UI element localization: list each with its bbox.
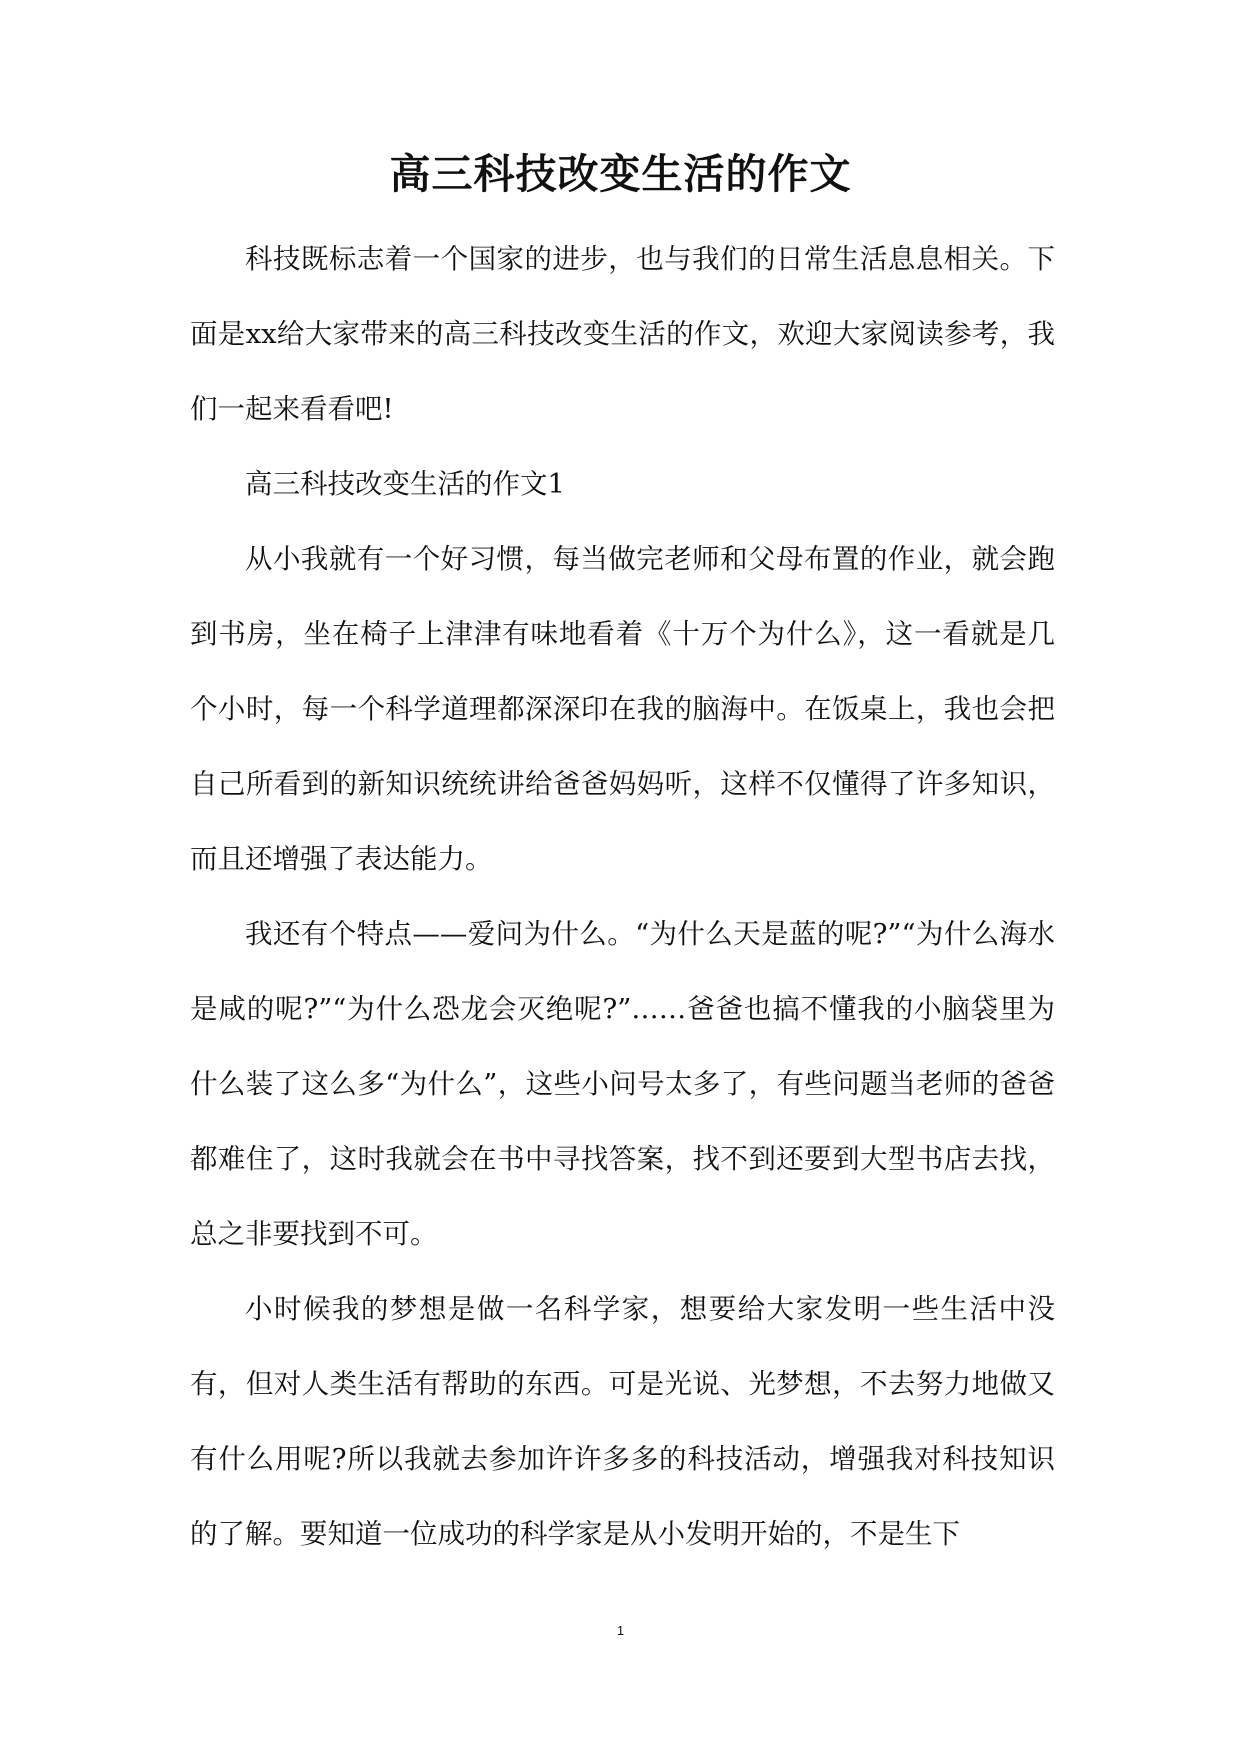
body-paragraph-3: 小时候我的梦想是做一名科学家，想要给大家发明一些生活中没有，但对人类生活有帮助的东西。可是光说、光梦想，不去努力地做又有什么用呢?所以我就去参加许许多多的科技活动，增强我对科技知识的了解。要知道一位成功的科学家是从小发明开始的，不是生下 — [190, 1293, 1055, 1550]
body-paragraph-1: 从小我就有一个好习惯，每当做完老师和父母布置的作业，就会跑到书房，坐在椅子上津津有味地看着《十万个为什么》，这一看就是几个小时，每一个科学道理都深深印在我的脑海中。在饭桌上，我也会把自己所看到的新知识统统讲给爸爸妈妈听，这样不仅懂得了许多知识，而且还增强了表达能力。 — [190, 543, 1055, 875]
section-heading: 高三科技改变生活的作文1 — [245, 468, 565, 500]
document-title: 高三科技改变生活的作文 — [389, 150, 852, 198]
intro-paragraph: 科技既标志着一个国家的进步，也与我们的日常生活息息相关。下面是xx给大家带来的高三科技改变生活的作文，欢迎大家阅读参考，我们一起来看看吧! — [190, 243, 1055, 425]
document-body — [190, 222, 1055, 1572]
body-paragraph-2: 我还有个特点——爱问为什么。“为什么天是蓝的呢?”“为什么海水是咸的呢?”“为什么恐龙会灭绝呢?”……爸爸也搞不懂我的小脑袋里为什么装了这么多“为什么”，这些小问号太多了，有些问题当老师的爸爸都难住了，这时我就会在书中寻找答案，找不到还要到大型书店去找，总之非要找到不可。 — [190, 918, 1055, 1250]
page-number: 1 — [616, 1623, 625, 1638]
